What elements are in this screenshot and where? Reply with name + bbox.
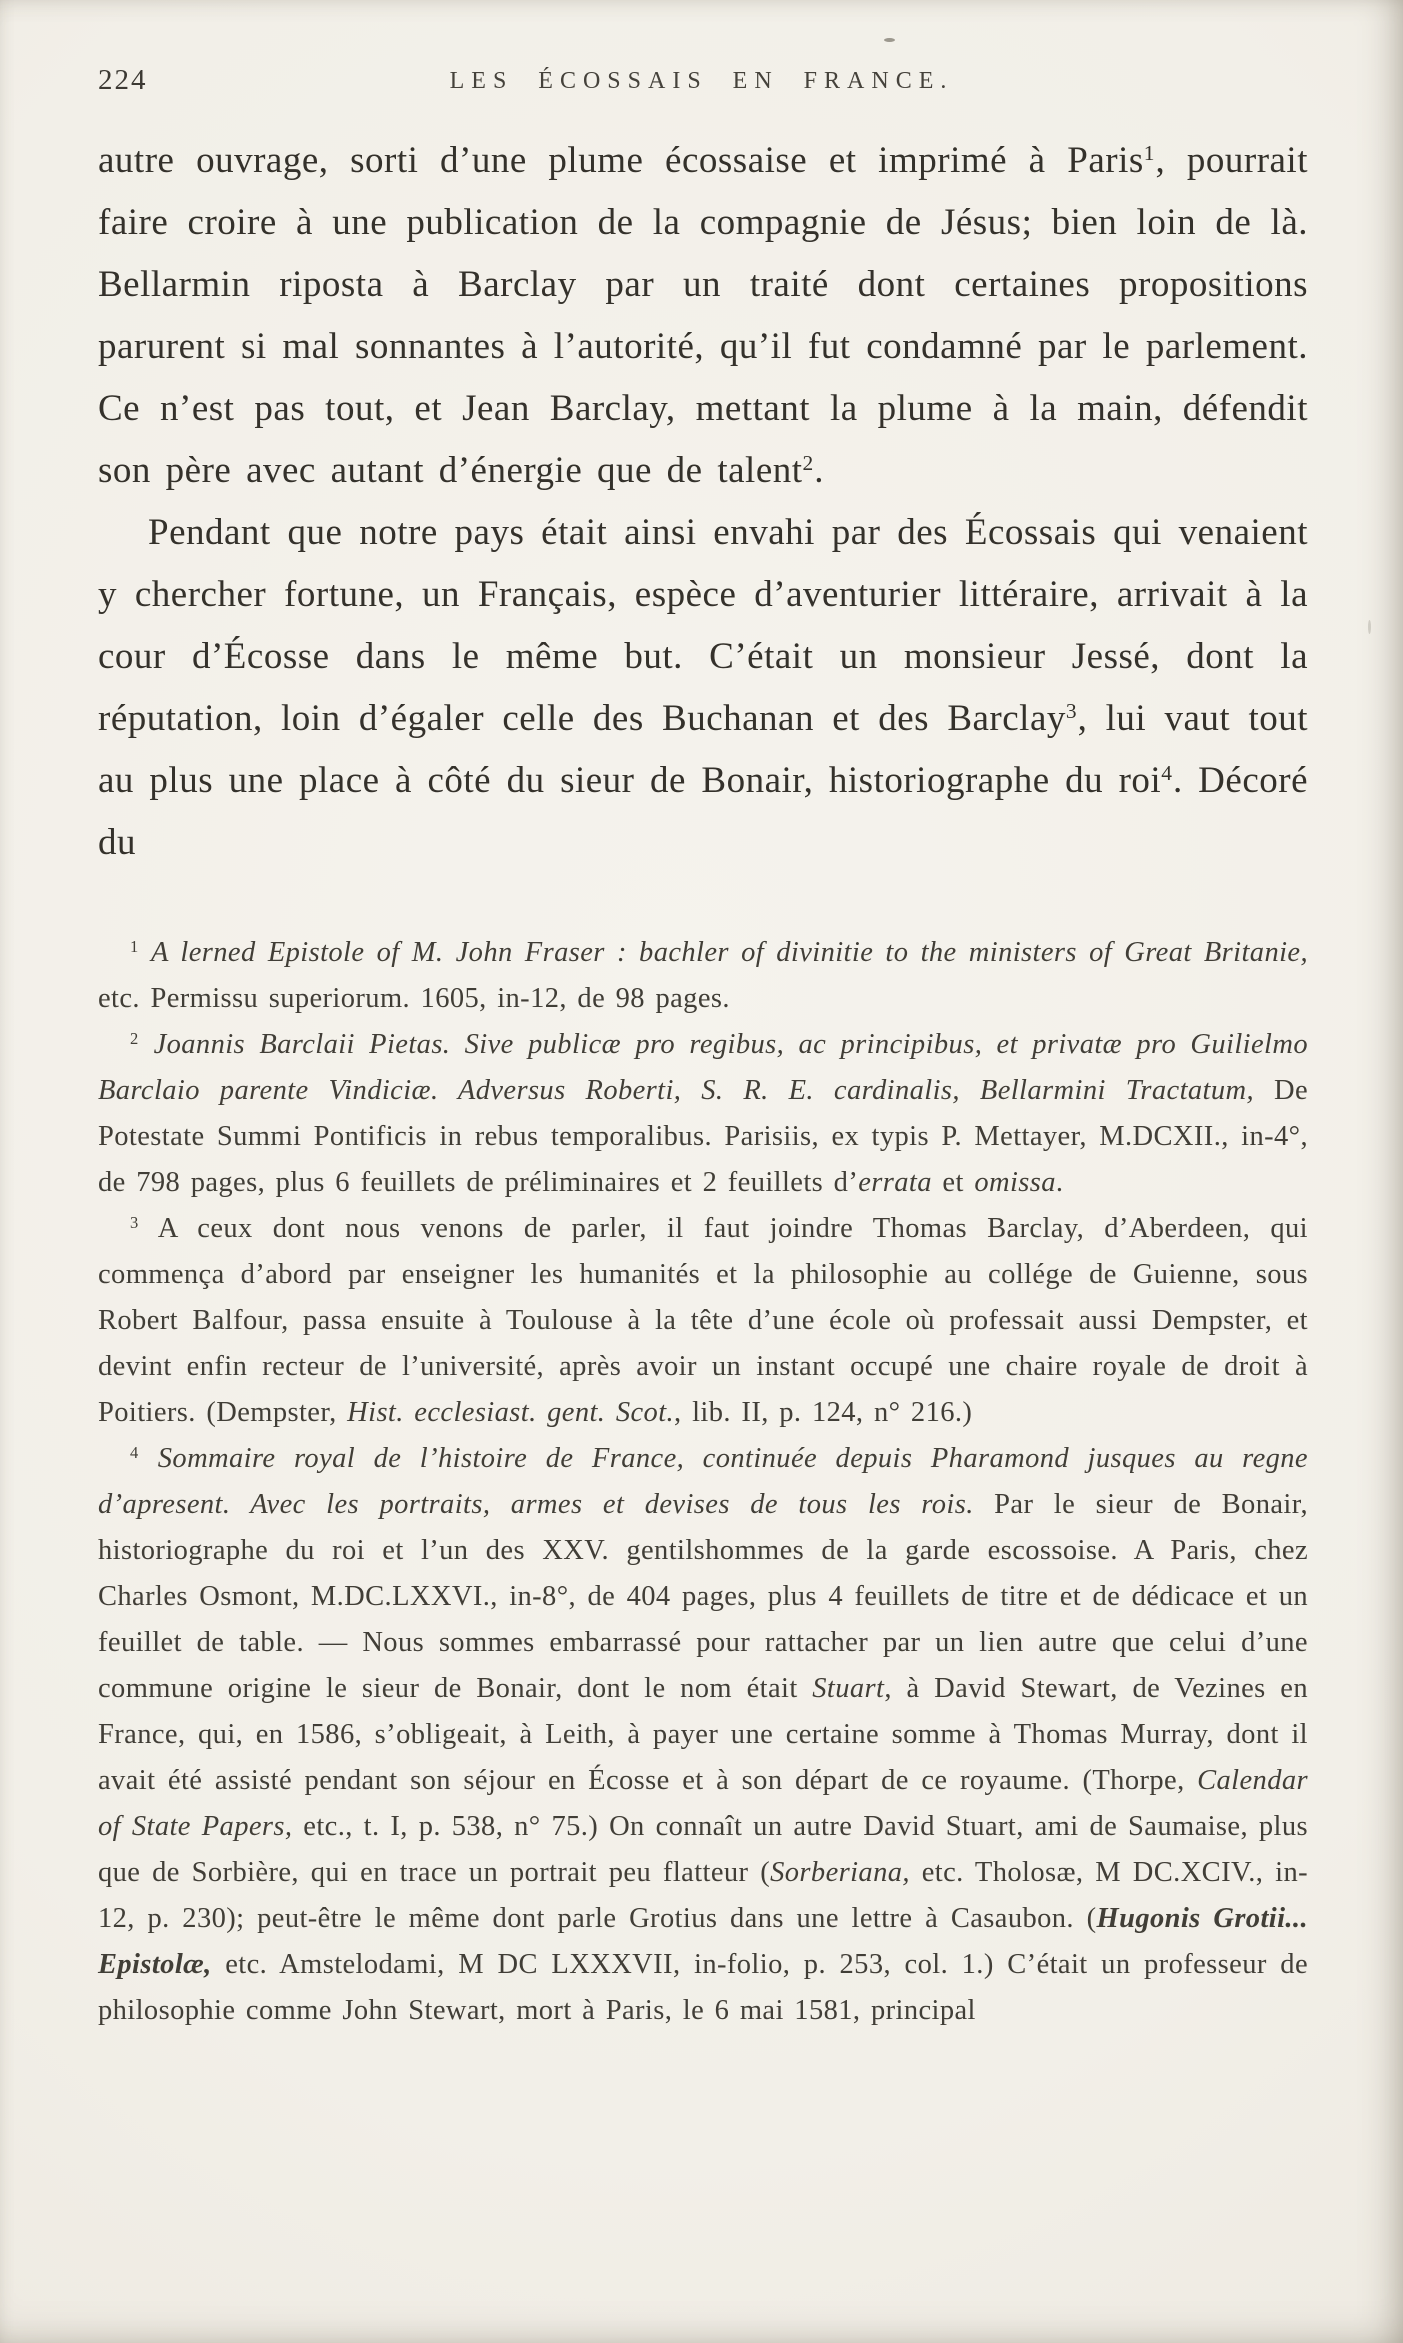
text-run: , pourrait faire croire à une publication de la compagnie de Jésus; bien loin de là. Bellarmin riposta à Barclay par un traité dont certaines propositions parurent si mal sonnantes à l’autorité, qu’il fut condamné par le parlement. Ce n’est pas tout, et Jean Barclay, mettant la plume à la main, défendit son père avec autant d’énergie que de talent bbox=[98, 140, 1308, 491]
superscript-ref: 3 bbox=[1065, 699, 1078, 724]
text-run: , à David Stewart, de Vezines en France, qui, en 1586, s’obligeait, à Leith, à payer une certaine somme à Thomas Murray, dont il avait été assisté pendant son séjour en Écosse et à son départ de ce royaume. (Thorpe, bbox=[98, 1673, 1308, 1796]
text-run: etc. Tholosæ, M DC.XCIV., in-12, p. 230); peut-être le même dont parle Grotius dans une lettre à Casaubon. ( bbox=[98, 1857, 1308, 1934]
text-run: . Décoré du bbox=[98, 760, 1308, 863]
text-run: etc. Permissu superiorum. 1605, in-12, de 98 pages. bbox=[98, 983, 730, 1014]
text-run: . bbox=[1055, 1167, 1064, 1198]
text-run: Hist. ecclesiast. gent. Scot. bbox=[347, 1397, 675, 1428]
page-header bbox=[0, 0, 1403, 104]
page-number: 224 bbox=[98, 64, 148, 96]
footnote bbox=[98, 1206, 1308, 1436]
text-run: A ceux dont nous venons de parler, il faut joindre Thomas Barclay, d’Aberdeen, qui commença d’abord par enseigner les humanités et la philosophie au collége de Guienne, sous Robert Balfour, passa ensuite à Toulouse à la tête d’une école où professait aussi Dempster, et devint enfin recteur de l’université, après avoir un instant occupé une chaire royale de droit à Poitiers. (Dempster, bbox=[98, 1213, 1308, 1428]
text-run: , lib. II, p. 124, n° 216.) bbox=[674, 1397, 973, 1428]
body-paragraph bbox=[98, 130, 1308, 502]
text-run: Par le sieur de Bonair, historiographe du roi et l’un des XXV. gentilshommes de la garde escossoise. A Paris, chez Charles Osmont, M.DC.LXXVI., in-8°, de 404 pages, plus 4 feuillets de titre et de dédicace et un feuillet de table. — Nous sommes embarrassé pour rattacher par un lien autre que celui d’une commune origine le sieur de Bonair, dont le nom était bbox=[98, 1489, 1308, 1704]
text-run: etc. Amstelodami, M DC LXXXVII, in-folio, p. 253, col. 1.) C’était un professeur de philosophie comme John Stewart, mort à Paris, le 6 mai 1581, principal bbox=[98, 1949, 1308, 2026]
superscript-ref: 4 bbox=[130, 1442, 140, 1462]
running-title: LES ÉCOSSAIS EN FRANCE. bbox=[449, 68, 954, 94]
text-run: omissa bbox=[974, 1167, 1056, 1198]
text-run: et bbox=[931, 1167, 975, 1198]
text-run: autre ouvrage, sorti d’une plume écossaise et imprimé à Paris bbox=[98, 140, 1144, 181]
text-run: . bbox=[814, 450, 825, 491]
body-paragraph bbox=[98, 502, 1308, 874]
text-run: Hugonis Grotii... Epistolæ, bbox=[98, 1903, 1308, 1980]
superscript-ref: 1 bbox=[1143, 141, 1156, 166]
text-run: Stuart bbox=[812, 1673, 885, 1704]
superscript-ref: 2 bbox=[130, 1028, 140, 1048]
text-run: Calendar of State Papers, bbox=[98, 1765, 1308, 1842]
footnotes bbox=[98, 930, 1308, 2034]
footnote bbox=[98, 930, 1308, 1022]
text-run: De Potestate Summi Pontificis in rebus temporalibus. Parisiis, ex typis P. Mettayer, M.DCXII., in-4°, de 798 pages, plus 6 feuillets de préliminaires et 2 feuillets d’ bbox=[98, 1075, 1308, 1198]
text-run: etc., t. I, p. 538, n° 75.) On connaît un autre David Stuart, ami de Saumaise, plus que de Sorbière, qui en trace un portrait peu flatteur ( bbox=[98, 1811, 1309, 1888]
footnote bbox=[98, 1436, 1308, 2034]
superscript-ref: 1 bbox=[130, 936, 140, 956]
text-run: errata bbox=[858, 1167, 932, 1198]
superscript-ref: 3 bbox=[130, 1212, 140, 1232]
text-run: Pendant que notre pays était ainsi envahi par des Écossais qui venaient y chercher fortune, un Français, espèce d’aventurier littéraire, arrivait à la cour d’Écosse dans le même but. C’était un monsieur Jessé, dont la réputation, loin d’égaler celle des Buchanan et des Barclay bbox=[98, 512, 1308, 739]
superscript-ref: 2 bbox=[802, 451, 815, 476]
text-run: Sorberiana, bbox=[770, 1857, 910, 1888]
text-run: Joannis Barclaii Pietas. Sive publicæ pro regibus, ac principibus, et privatæ pro Guilielmo Barclaio parente Vindiciæ. Adversus Roberti, S. R. E. cardinalis, Bellarmini Tractatum, bbox=[98, 1029, 1308, 1106]
text-run: A lerned Epistole of M. John Fraser : bachler of divinitie to the ministers of Great Britanie, bbox=[139, 937, 1308, 968]
text-run: , lui vaut tout au plus une place à côté du sieur de Bonair, historiographe du roi bbox=[98, 698, 1309, 801]
body-text bbox=[98, 130, 1308, 874]
scan-speck bbox=[884, 38, 895, 42]
scan-speck bbox=[1368, 620, 1371, 634]
text-run: Sommaire royal de l’histoire de France, continuée depuis Pharamond jusques au regne d’apresent. Avec les portraits, armes et devises de tous les rois. bbox=[98, 1443, 1308, 1520]
superscript-ref: 4 bbox=[1161, 761, 1173, 786]
footnote bbox=[98, 1022, 1308, 1206]
